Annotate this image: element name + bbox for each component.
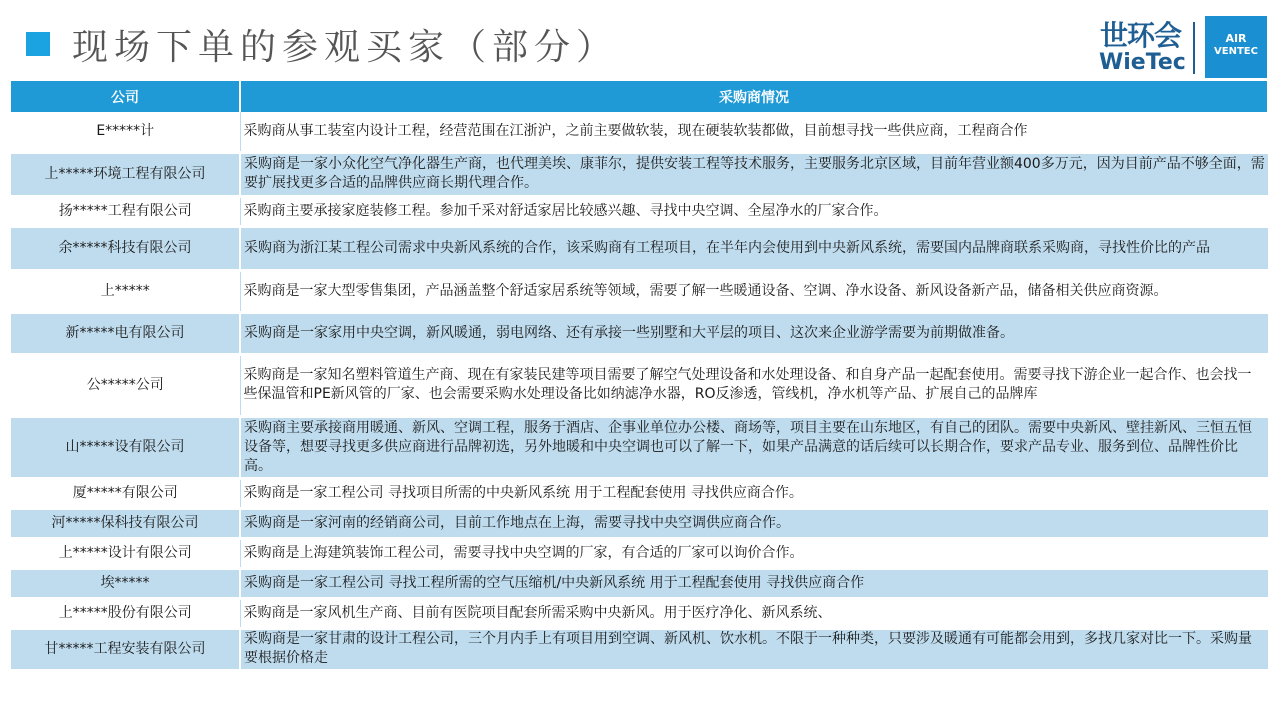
description-cell: 采购商是一家小众化空气净化器生产商，也代理美埃、康菲尔，提供安装工程等技术服务，主要服务北京区域，目前年营业额400多万元，因为目前产品不够全面，需要扩展找更多合适的品牌供应商长期代理合作。 [240,152,1268,196]
description-cell: 采购商是一家知名塑料管道生产商、现在有家装民建等项目需要了解空气处理设备和水处理设备、和自身产品一起配套使用。需要寻找下游企业一起合作、也会找一些保温管和PE新风管的厂家、也会需要采购水处理设备比如纳滤净水器，RO反渗透，管线机，净水机等产品、扩展自己的品牌库 [240,354,1268,416]
description-cell: 采购商为浙江某工程公司需求中央新风系统的合作，该采购商有工程项目，在半年内会使用到中央新风系统，需要国内品牌商联系采购商，寻找性价比的产品 [240,226,1268,270]
table-row [11,568,1268,598]
title-bar [26,22,618,66]
table-row [11,508,1268,538]
logo-box-line1: AIR [1225,32,1247,45]
description-cell: 采购商从事工装室内设计工程，经营范围在江浙沪，之前主要做软装，现在硬装软装都做，目前想寻找一些供应商，工程商合作 [240,112,1268,152]
company-cell: 公*****公司 [11,354,240,416]
description-cell: 采购商是上海建筑装饰工程公司，需要寻找中央空调的厂家，有合适的厂家可以询价合作。 [240,538,1268,568]
table-row [11,416,1268,478]
company-cell: 上*****设计有限公司 [11,538,240,568]
table-header-row [11,81,1268,112]
company-cell: 山*****设有限公司 [11,416,240,478]
title-marker [26,32,50,56]
table-row [11,628,1268,670]
table-row [11,312,1268,354]
company-cell: 新*****电有限公司 [11,312,240,354]
header-buyer-info: 采购商情况 [240,81,1268,112]
air-ventec-logo [1205,16,1267,78]
logo-box-line2: VENTEC [1214,46,1258,57]
company-cell: 河*****保科技有限公司 [11,508,240,538]
company-cell: 埃***** [11,568,240,598]
description-cell: 采购商主要承接商用暖通、新风、空调工程，服务于酒店、企事业单位办公楼、商场等，项目主要在山东地区，有自己的团队。需要中央新风、壁挂新风、三恒五恒设备等，想要寻找更多供应商进行品牌初选，另外地暖和中央空调也可以了解一下，如果产品满意的话后续可以长期合作，要求产品专业、服务到位、品牌性价比高。 [240,416,1268,478]
company-cell: 余*****科技有限公司 [11,226,240,270]
table-row [11,152,1268,196]
description-cell: 采购商是一家工程公司 寻找项目所需的中央新风系统 用于工程配套使用 寻找供应商合作。 [240,478,1268,508]
company-cell: E*****计 [11,112,240,152]
table-row [11,112,1268,152]
description-cell: 采购商是一家工程公司 寻找工程所需的空气压缩机/中央新风系统 用于工程配套使用 寻找供应商合作 [240,568,1268,598]
description-cell: 采购商是一家大型零售集团，产品涵盖整个舒适家居系统等领域，需要了解一些暖通设备、空调、净水设备、新风设备新产品，储备相关供应商资源。 [240,270,1268,312]
company-cell: 上*****环境工程有限公司 [11,152,240,196]
table-row [11,478,1268,508]
logo-divider [1193,22,1195,74]
company-cell: 扬*****工程有限公司 [11,196,240,226]
description-cell: 采购商主要承接家庭装修工程。参加千采对舒适家居比较感兴趣、寻找中央空调、全屋净水的厂家合作。 [240,196,1268,226]
logo-english-text: WieTec [1099,50,1186,75]
company-cell: 上*****股份有限公司 [11,598,240,628]
description-cell: 采购商是一家河南的经销商公司，目前工作地点在上海，需要寻找中央空调供应商合作。 [240,508,1268,538]
table-row [11,196,1268,226]
description-cell: 采购商是一家风机生产商、目前有医院项目配套所需采购中央新风。用于医疗净化、新风系统、 [240,598,1268,628]
page-title: 现场下单的参观买家（部分） [72,26,619,68]
description-cell: 采购商是一家家用中央空调，新风暖通，弱电网络、还有承接一些别墅和大平层的项目、这次来企业游学需要为前期做准备。 [240,312,1268,354]
table-row [11,226,1268,270]
logo-chinese-text: 世环会 [1100,19,1182,52]
table-row [11,270,1268,312]
header-company: 公司 [11,81,240,112]
table-row [11,354,1268,416]
company-cell: 厦*****有限公司 [11,478,240,508]
company-cell: 甘*****工程安装有限公司 [11,628,240,670]
buyers-table [11,81,1269,672]
wietec-logo [1097,16,1269,78]
description-cell: 采购商是一家甘肃的设计工程公司，三个月内手上有项目用到空调、新风机、饮水机。不限于一种种类，只要涉及暖通有可能都会用到，多找几家对比一下。采购量要根据价格走 [240,628,1268,670]
table-row [11,538,1268,568]
table-row [11,598,1268,628]
company-cell: 上***** [11,270,240,312]
